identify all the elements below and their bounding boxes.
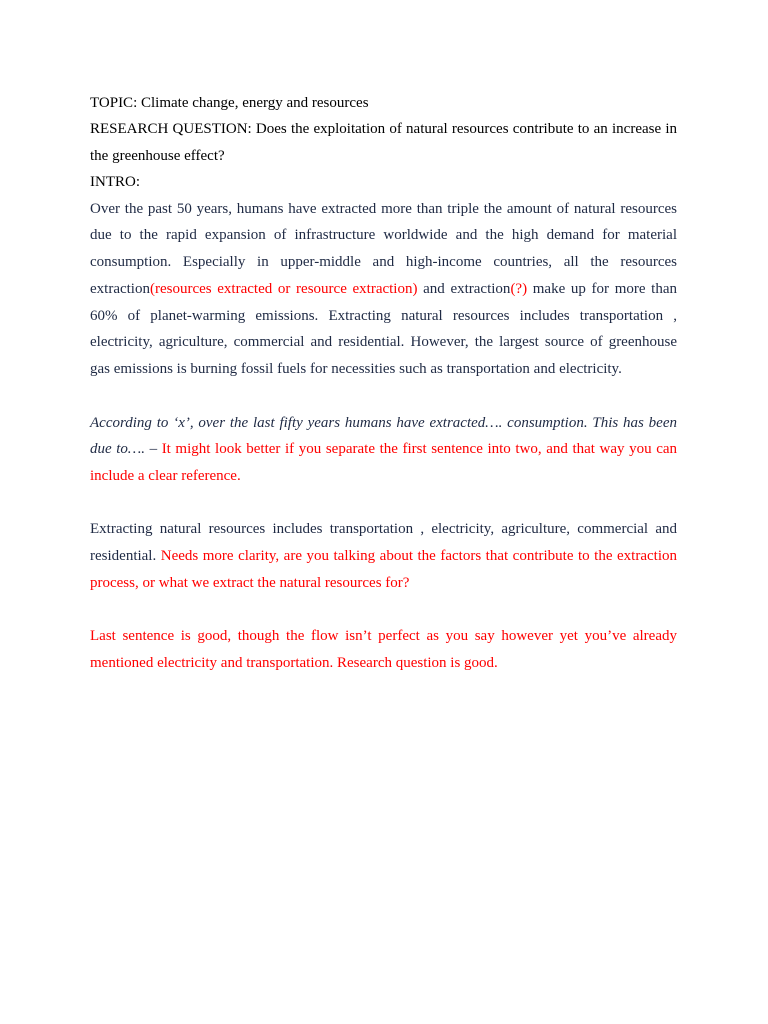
feedback-paragraph-2 xyxy=(90,516,677,596)
paragraph-gap xyxy=(90,383,677,410)
research-question: RESEARCH QUESTION: Does the exploitation of natural resources contribute to an increase in the greenhouse effect? xyxy=(90,121,677,164)
feedback-1-quoted: According to ‘x’, over the last fifty years humans have extracted…. consumption. This has been due to…. xyxy=(90,414,677,458)
feedback-1-dash: – xyxy=(145,441,162,458)
paragraph-gap xyxy=(90,597,677,624)
feedback-paragraph-1 xyxy=(90,410,677,490)
intro-paragraph xyxy=(90,196,677,384)
intro-text-after: make up for more than 60% of planet-warming emissions. Extracting natural resources includes transportation , electricity, agriculture, commercial and residential. However, the largest source of greenhouse gas emissions is burning fossil fuels for necessities such as transportation and electricity. xyxy=(90,280,678,378)
feedback-1-comment: It might look better if you separate the first sentence into two, and that way you can include a clear reference. xyxy=(90,441,678,485)
feedback-2-quoted: Extracting natural resources includes transportation , electricity, agriculture, commercial and residential. xyxy=(90,521,677,565)
intro-comment-1: (resources extracted or resource extraction) xyxy=(149,280,418,297)
paragraph-gap xyxy=(90,490,677,517)
intro-text-middle: and extraction xyxy=(417,280,511,297)
topic-line: TOPIC: Climate change, energy and resources xyxy=(90,95,369,111)
document-page xyxy=(90,91,677,677)
feedback-paragraph-3: Last sentence is good, though the flow isn’t perfect as you say however yet you’ve already mentioned electricity and transportation. Research question is good. xyxy=(90,628,677,672)
feedback-2-comment: Needs more clarity, are you talking about the factors that contribute to the extraction process, or what we extract the natural resources for? xyxy=(90,548,677,592)
intro-text-before: Over the past 50 years, humans have extracted more than triple the amount of natural resources due to the rapid expansion of infrastructure worldwide and the high demand for material consumption. Especially in upper-middle and high-income countries, all the resources extraction xyxy=(90,200,677,297)
intro-comment-2: (?) xyxy=(510,280,528,297)
intro-label: INTRO: xyxy=(90,174,140,190)
